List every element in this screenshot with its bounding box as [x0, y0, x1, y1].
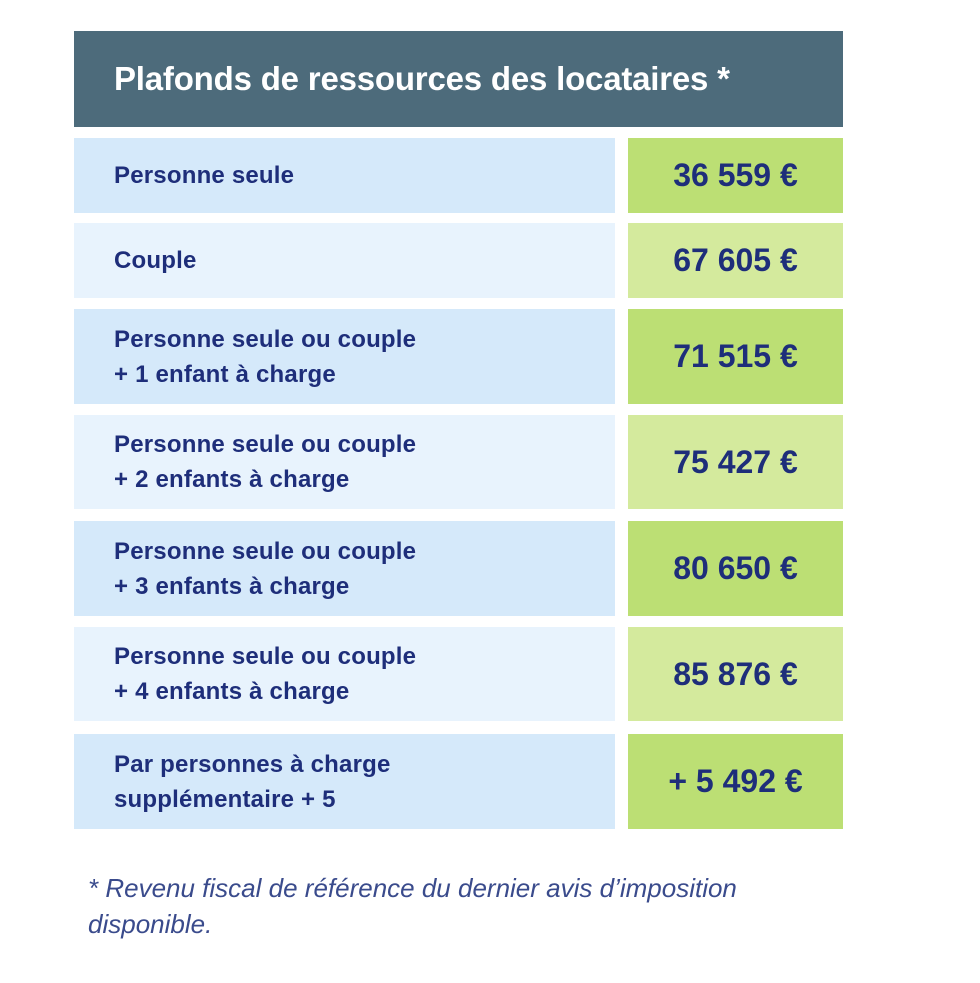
row-label-line: + 1 enfant à charge [114, 360, 336, 388]
table-row [74, 521, 843, 616]
table-header [74, 31, 843, 127]
table-row [74, 734, 843, 829]
row-value: 85 876 € [628, 627, 843, 721]
row-label [74, 734, 615, 829]
row-label [74, 223, 615, 298]
table-title: Plafonds de ressources des locataires * [114, 60, 730, 97]
row-label [74, 521, 615, 616]
row-value: 36 559 € [628, 138, 843, 213]
footnote-line: * Revenu fiscal de référence du dernier avis d’imposition [88, 873, 737, 903]
row-label-line: + 4 enfants à charge [114, 678, 350, 705]
row-label-line: Par personnes à charge [114, 750, 391, 778]
column-gap [615, 223, 628, 298]
row-label-line: supplémentaire + 5 [114, 785, 336, 813]
footnote-line: disponible. [88, 909, 213, 939]
row-label-line: Personne seule ou couple [114, 643, 417, 670]
row-value: 75 427 € [628, 415, 843, 509]
column-gap [615, 734, 628, 829]
table-row [74, 627, 843, 721]
row-value: 80 650 € [628, 521, 843, 616]
row-label [74, 627, 615, 721]
column-gap [615, 415, 628, 509]
row-label-line: Personne seule ou couple [114, 325, 417, 353]
table-row [74, 223, 843, 298]
table-row [74, 415, 843, 509]
row-label-line: Personne seule [114, 162, 295, 189]
row-label [74, 309, 615, 404]
row-label-line: + 3 enfants à charge [114, 572, 350, 600]
table-row [74, 138, 843, 213]
table-row [74, 309, 843, 404]
row-label-line: Personne seule ou couple [114, 431, 417, 458]
column-gap [615, 138, 628, 213]
row-value: 67 605 € [628, 223, 843, 298]
row-label-line: Couple [114, 247, 197, 274]
footnote [88, 870, 888, 942]
row-label-line: + 2 enfants à charge [114, 466, 350, 493]
column-gap [615, 627, 628, 721]
row-label-line: Personne seule ou couple [114, 537, 417, 565]
column-gap [615, 521, 628, 616]
row-label [74, 415, 615, 509]
row-value: + 5 492 € [628, 734, 843, 829]
row-label [74, 138, 615, 213]
column-gap [615, 309, 628, 404]
row-value: 71 515 € [628, 309, 843, 404]
